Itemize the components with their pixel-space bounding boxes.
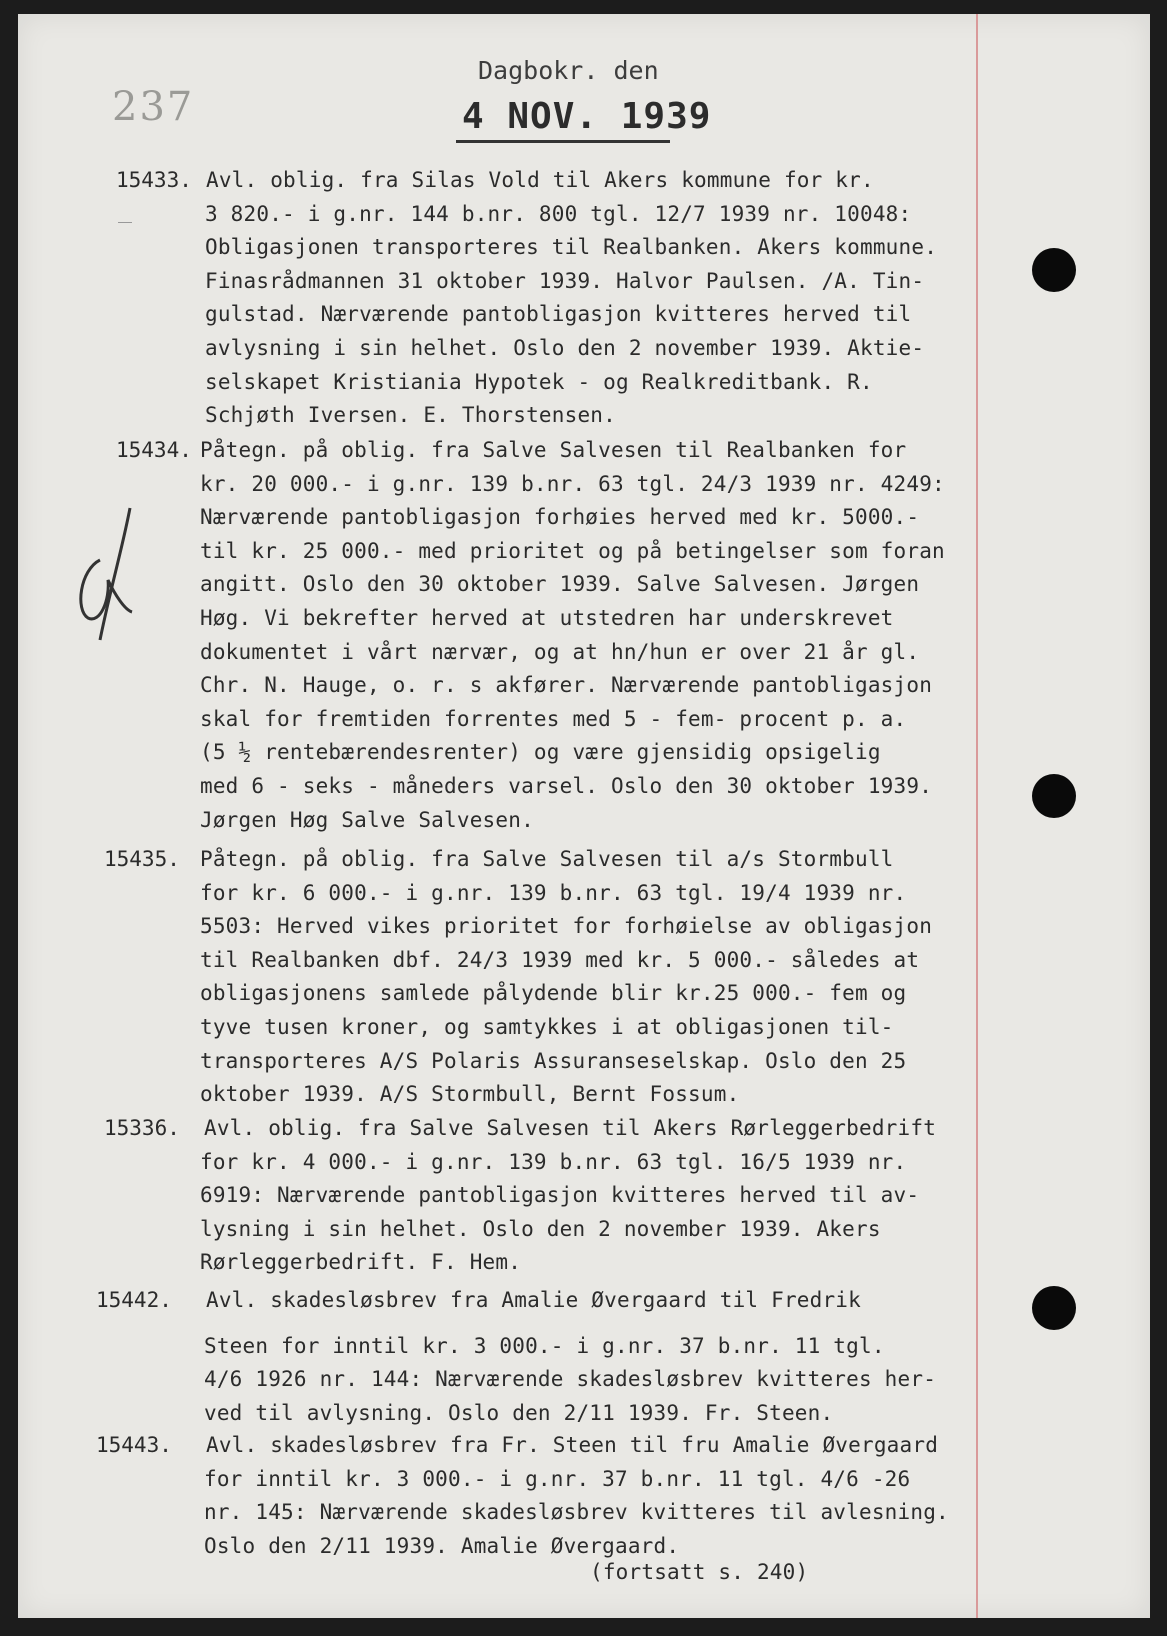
entry-line: Finasrådmannen 31 oktober 1939. Halvor Paulsen. /A. Tin- <box>205 268 925 293</box>
entry-line: Avl. oblig. fra Salve Salvesen til Akers Rørleggerbedrift <box>204 1116 937 1140</box>
entry-line: transporteres A/S Polaris Assuranseselskap. Oslo den 25 <box>200 1048 907 1073</box>
entry-line: Avl. skadesløsbrev fra Fr. Steen til fru Amalie Øvergaard <box>206 1433 939 1457</box>
folio-number: 237 <box>112 84 195 130</box>
punch-hole <box>1032 1286 1076 1330</box>
entry-line: Steen for inntil kr. 3 000.- i g.nr. 37 b.nr. 11 tgl. <box>204 1333 885 1358</box>
entry-line: Obligasjonen transporteres til Realbanken. Akers kommune. <box>205 235 938 260</box>
entry-line: kr. 20 000.- i g.nr. 139 b.nr. 63 tgl. 24/3 1939 nr. 4249: <box>200 471 945 496</box>
entry-line: angitt. Oslo den 30 oktober 1939. Salve Salvesen. Jørgen <box>200 572 920 597</box>
entry-line: for kr. 6 000.- i g.nr. 139 b.nr. 63 tgl. 19/4 1939 nr. <box>200 880 907 905</box>
handwritten-signature <box>70 500 160 650</box>
entry-line: til Realbanken dbf. 24/3 1939 med kr. 5 000.- således at <box>200 947 920 972</box>
entry-number: 15336. <box>104 1116 180 1140</box>
margin-dash <box>118 222 132 223</box>
entry-number: 15442. <box>96 1288 172 1312</box>
entry-line: Påtegn. på oblig. fra Salve Salvesen til Realbanken for <box>200 438 907 462</box>
entry-line: tyve tusen kroner, og samtykkes i at obligasjonen til- <box>200 1015 894 1039</box>
entry-line: for inntil kr. 3 000.- i g.nr. 37 b.nr. 11 tgl. 4/6 -26 <box>204 1466 911 1491</box>
entry-line: til kr. 25 000.- med prioritet og på betingelser som foran <box>200 538 945 563</box>
entry-line: avlysning i sin helhet. Oslo den 2 november 1939. Aktie- <box>205 336 925 360</box>
entry-line: Påtegn. på oblig. fra Salve Salvesen til a/s Stormbull <box>200 847 894 871</box>
entry-line: Schjøth Iversen. E. Thorstensen. <box>205 403 616 428</box>
entry-line: Avl. oblig. fra Silas Vold til Akers kommune for kr. <box>206 168 874 192</box>
entry-line: selskapet Kristiania Hypotek - og Realkreditbank. R. <box>205 369 873 394</box>
entry-line: obligasjonens samlede pålydende blir kr.25 000.- fem og <box>200 981 907 1006</box>
entry-line: 4/6 1926 nr. 144: Nærværende skadesløsbrev kvitteres her- <box>204 1367 937 1392</box>
entry-line: for kr. 4 000.- i g.nr. 139 b.nr. 63 tgl. 16/5 1939 nr. <box>200 1149 907 1174</box>
entry-line: Høg. Vi bekrefter herved at utstedren har underskrevet <box>200 606 894 630</box>
entry-line: med 6 - seks - måneders varsel. Oslo den 30 oktober 1939. <box>200 774 933 798</box>
entry-line: ved til avlysning. Oslo den 2/11 1939. Fr. Steen. <box>204 1400 834 1425</box>
entry-line: Avl. skadesløsbrev fra Amalie Øvergaard til Fredrik <box>206 1288 861 1312</box>
continuation-note: (fortsatt s. 240) <box>590 1560 809 1584</box>
entry-number: 15434. <box>116 438 192 462</box>
entry-line: lysning i sin helhet. Oslo den 2 november 1939. Akers <box>200 1216 881 1241</box>
entry-line: Oslo den 2/11 1939. Amalie Øvergaard. <box>204 1533 680 1558</box>
entry-line: Chr. N. Hauge, o. r. s akfører. Nærværende pantobligasjon <box>200 673 933 698</box>
punch-hole <box>1032 248 1076 292</box>
entry-line: Nærværende pantobligasjon forhøies herved med kr. 5000.- <box>200 505 920 530</box>
stamp-date: 4 NOV. 1939 <box>462 96 712 137</box>
entry-line: skal for fremtiden forrentes med 5 - fem- procent p. a. <box>200 706 907 731</box>
entry-line: 3 820.- i g.nr. 144 b.nr. 800 tgl. 12/7 1939 nr. 10048: <box>205 201 912 226</box>
punch-hole <box>1032 774 1076 818</box>
margin-line <box>976 14 978 1618</box>
stamp-label: Dagbokr. den <box>478 56 659 85</box>
entry-number: 15433. <box>116 168 192 192</box>
entry-line: 6919: Nærværende pantobligasjon kvitteres herved til av- <box>200 1183 920 1208</box>
stamp-underline <box>456 140 670 143</box>
entry-line: (5 ½ rentebærendesrenter) og være gjensidig opsigelig <box>200 740 881 765</box>
entry-line: 5503: Herved vikes prioritet for forhøielse av obligasjon <box>200 914 933 939</box>
entry-line: oktober 1939. A/S Stormbull, Bernt Fossum. <box>200 1082 740 1107</box>
entry-line: nr. 145: Nærværende skadesløsbrev kvitteres til avlesning. <box>204 1500 949 1525</box>
entry-line: Jørgen Høg Salve Salvesen. <box>200 807 534 832</box>
entry-line: Rørleggerbedrift. F. Hem. <box>200 1250 522 1275</box>
entry-number: 15435. <box>104 847 180 871</box>
entry-line: gulstad. Nærværende pantobligasjon kvitteres herved til <box>205 302 912 327</box>
entry-line: dokumentet i vårt nærvær, og at hn/hun er over 21 år gl. <box>200 639 920 664</box>
entry-number: 15443. <box>96 1433 172 1457</box>
